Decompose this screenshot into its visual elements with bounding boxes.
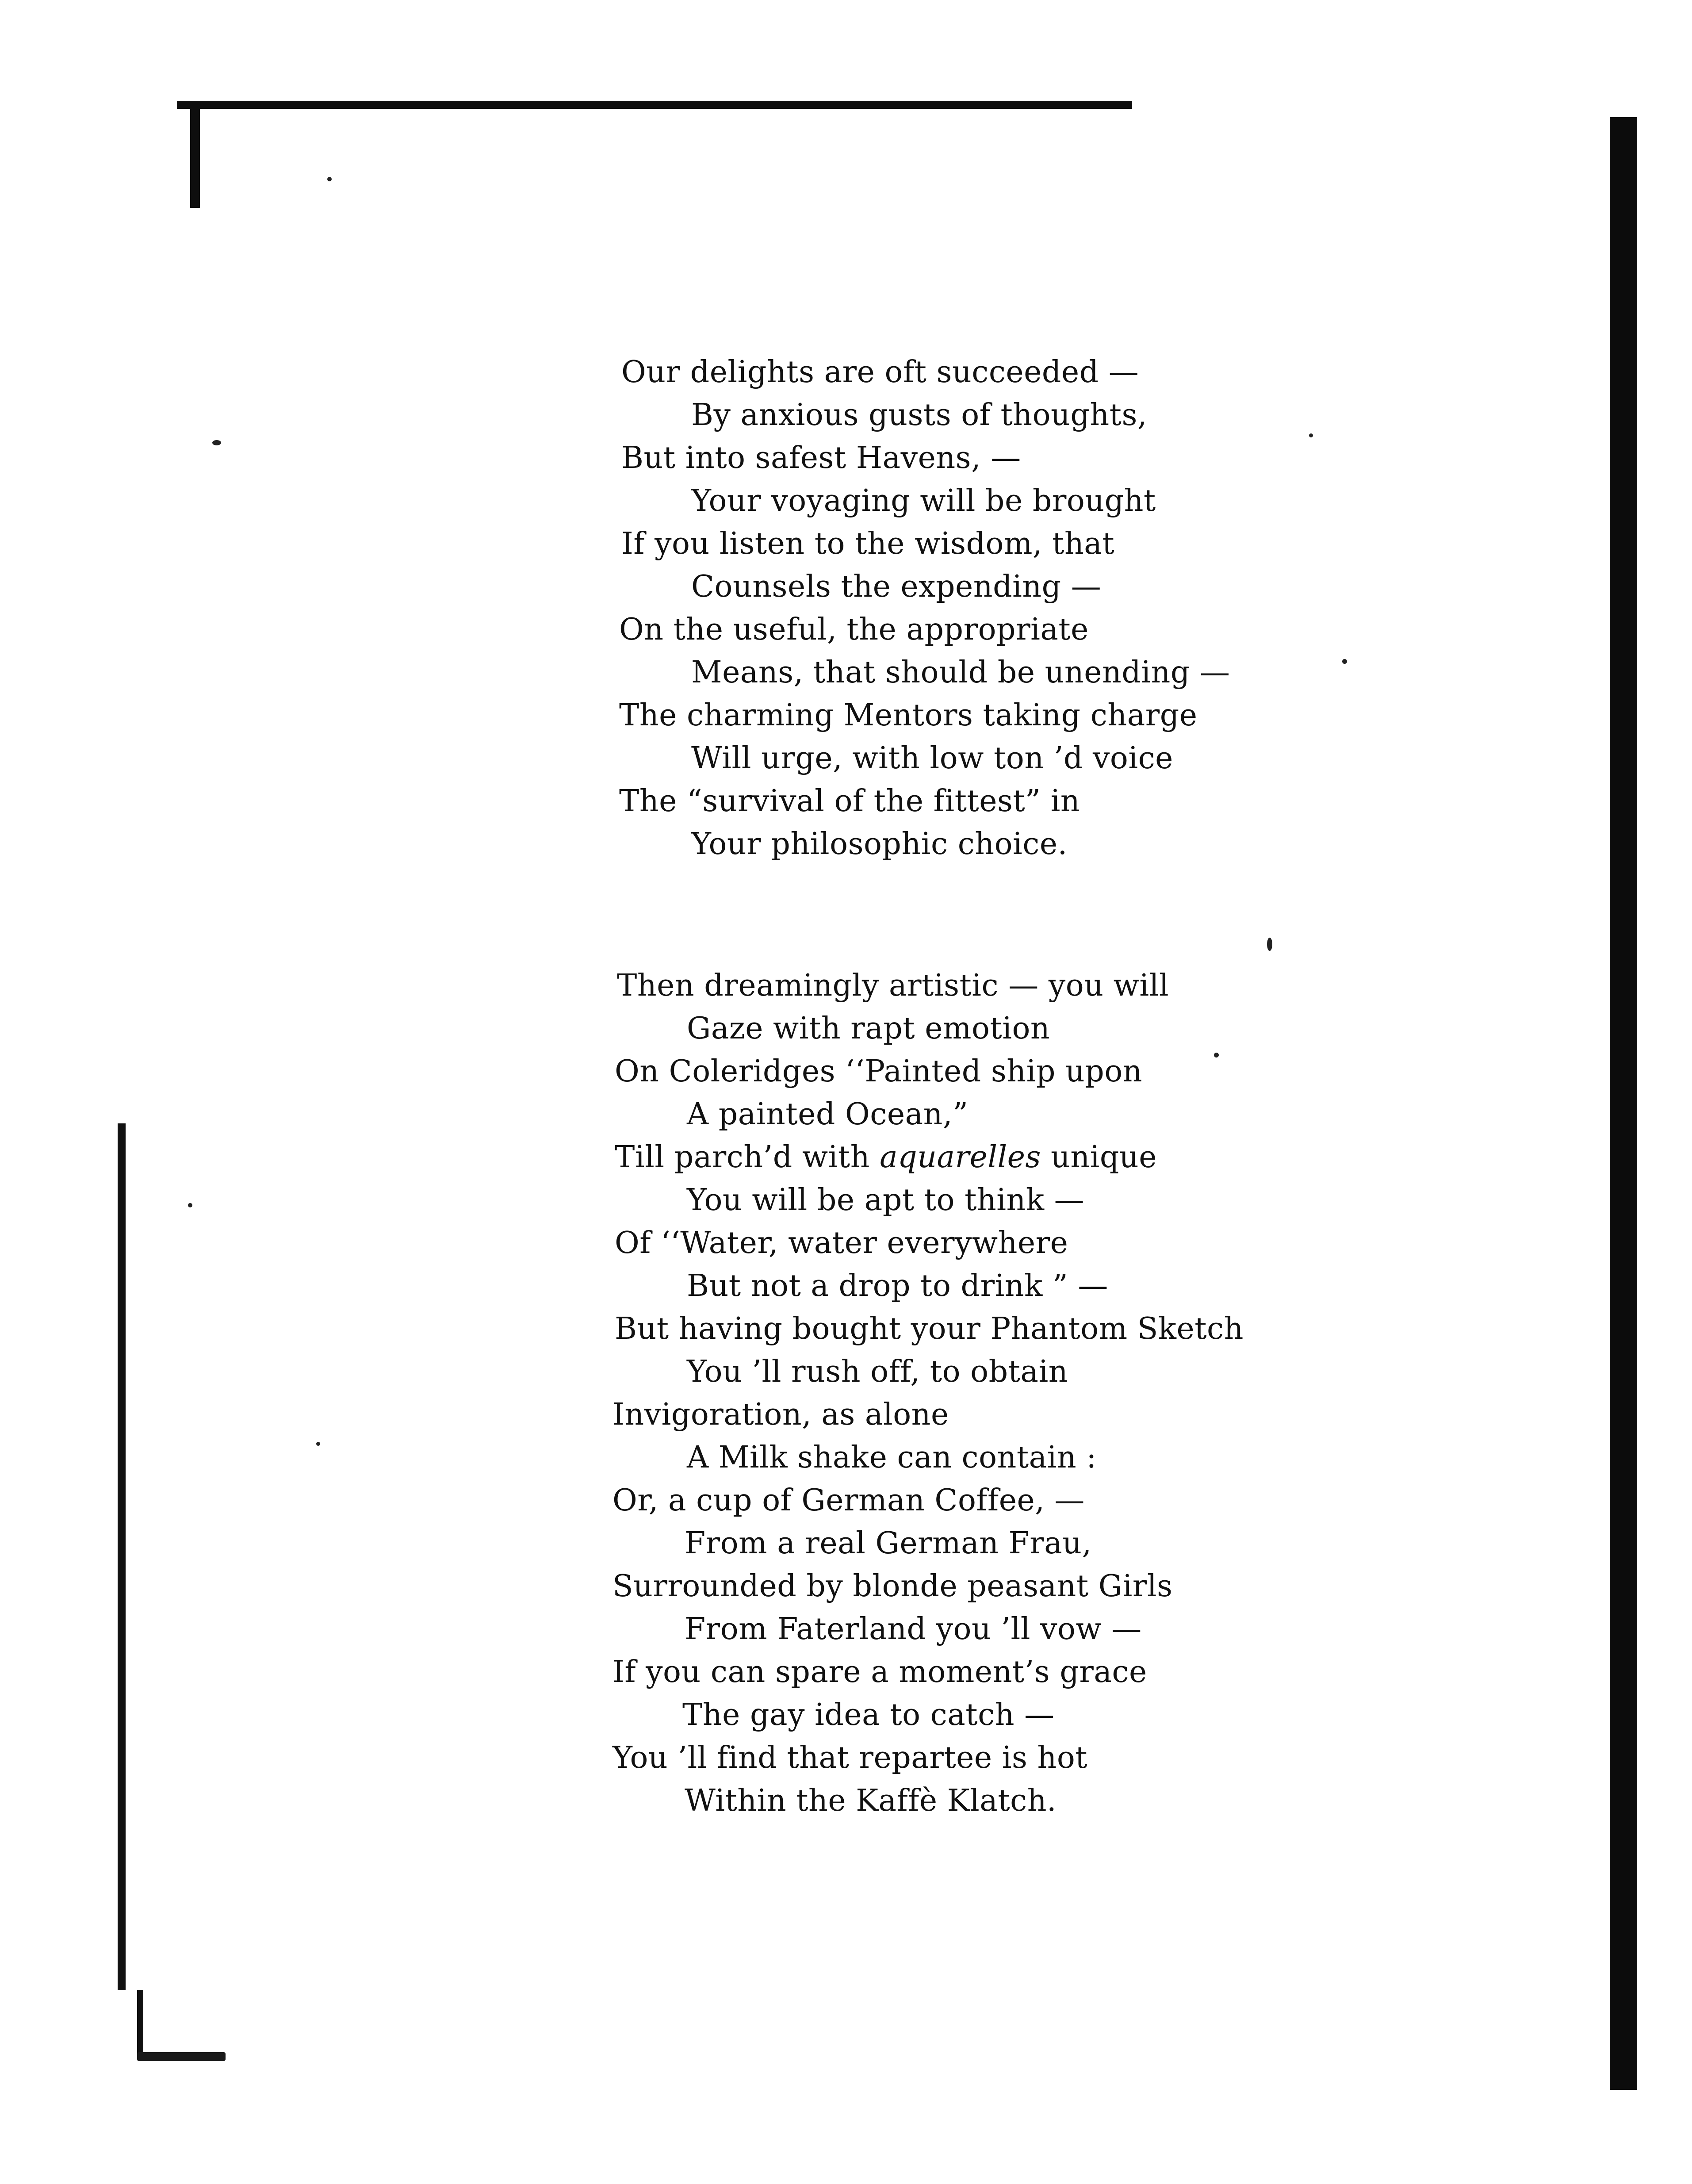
poem-line: The gay idea to catch — <box>682 1697 1055 1732</box>
poem-line: But having bought your Phantom Sketch <box>615 1311 1244 1346</box>
poem-line: But not a drop to drink ” — <box>687 1268 1108 1303</box>
poem-line: Of ‘‘Water, water everywhere <box>615 1226 1068 1261</box>
poem-line: Counsels the expending — <box>691 569 1102 604</box>
poem-line: By anxious gusts of thoughts, <box>691 398 1147 433</box>
poem-line: If you can spare a moment’s grace <box>612 1655 1147 1690</box>
poem-line: Then dreamingly artistic — you will <box>617 968 1169 1003</box>
poem-line-part: Till parch’d with <box>615 1140 880 1175</box>
poem-line: You ’ll rush off, to obtain <box>687 1354 1068 1389</box>
poem-line: But into safest Havens, — <box>621 441 1021 475</box>
poem-line: Means, that should be unending — <box>691 655 1230 690</box>
poem-line: Will urge, with low ton ’d voice <box>691 741 1173 776</box>
poem-line: You ’ll find that repartee is hot <box>612 1740 1088 1775</box>
poem-line: On the useful, the appropriate <box>619 612 1089 647</box>
poem-line: The charming Mentors taking charge <box>619 698 1198 733</box>
poem-line: Gaze with rapt emotion <box>687 1011 1050 1046</box>
poem-line: Our delights are oft succeeded — <box>621 355 1139 390</box>
poem-line: The “survival of the fittest” in <box>619 784 1080 819</box>
poem-line: Or, a cup of German Coffee, — <box>612 1483 1085 1518</box>
poem-line: Within the Kaffè Klatch. <box>685 1783 1057 1818</box>
poem-line: A Milk shake can contain : <box>687 1440 1097 1475</box>
poem-line: Invigoration, as alone <box>612 1397 949 1432</box>
poem-line <box>615 1140 1157 1175</box>
poem-line-italic-word: aquarelles <box>880 1140 1041 1175</box>
poem-line: Your philosophic choice. <box>691 827 1068 862</box>
poem-line: A painted Ocean,” <box>687 1097 968 1132</box>
poem-line: Your voyaging will be brought <box>691 483 1156 518</box>
poem-line: On Coleridges ‘‘Painted ship upon <box>615 1054 1143 1089</box>
poem-line: If you listen to the wisdom, that <box>621 526 1115 561</box>
poem-line: From Faterland you ’ll vow — <box>685 1612 1142 1647</box>
poem-line: Surrounded by blonde peasant Girls <box>612 1569 1173 1604</box>
poem-line-part: unique <box>1041 1140 1157 1175</box>
poem-line: From a real German Frau, <box>685 1526 1092 1561</box>
poem-line: You will be apt to think — <box>687 1183 1085 1218</box>
